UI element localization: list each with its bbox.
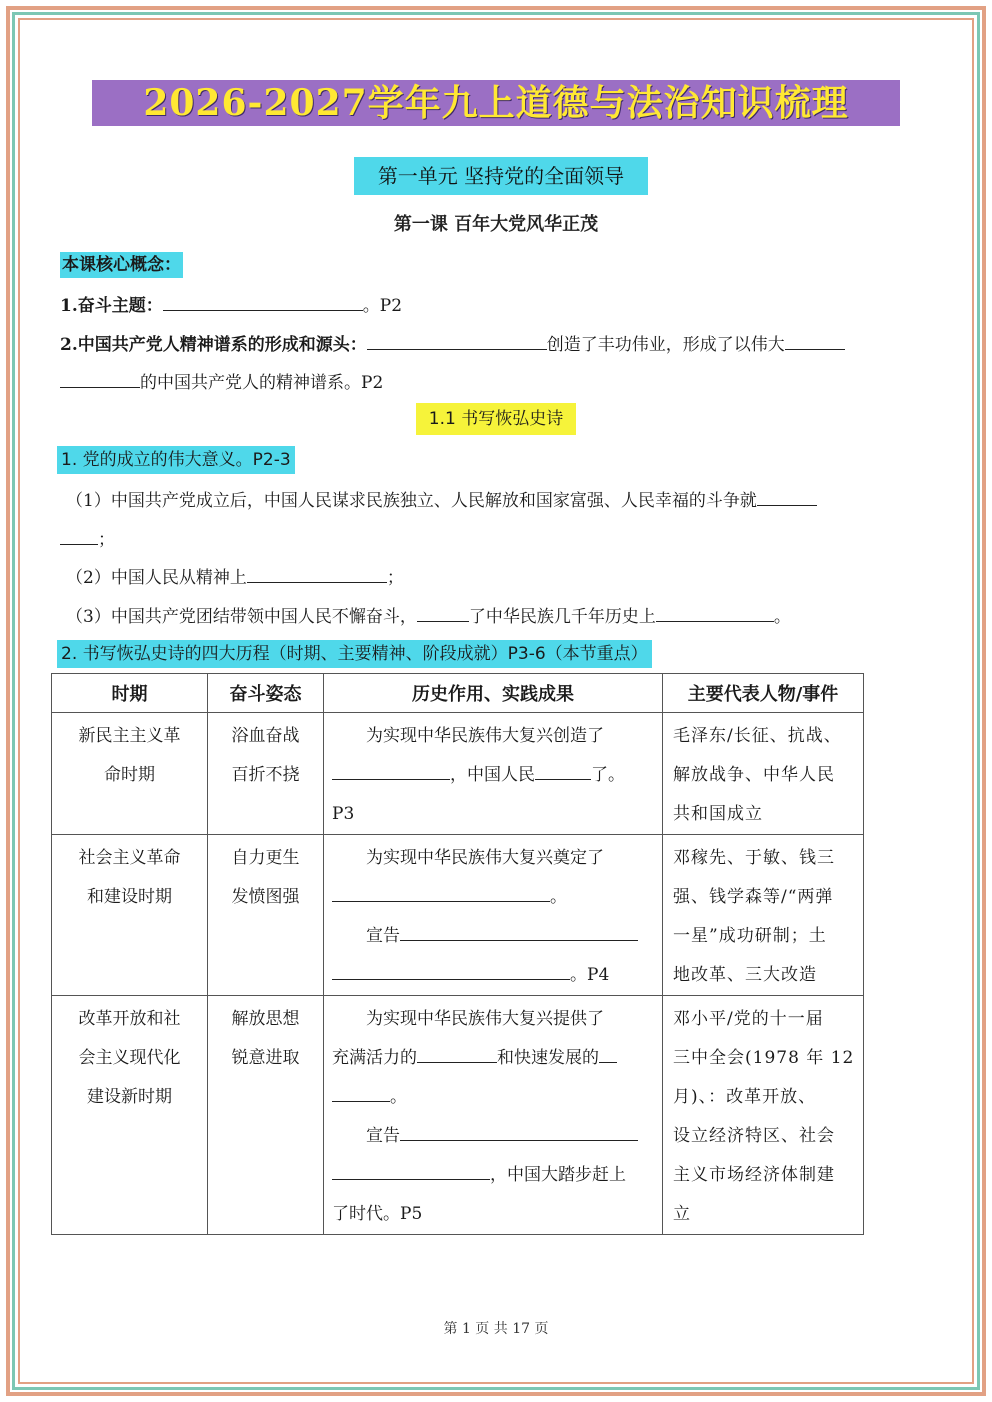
people-line: 立	[673, 1204, 691, 1224]
item2-end: 的中国共产党人的精神谱系。P2	[140, 373, 384, 393]
people-line: 主义市场经济体制建	[673, 1165, 835, 1185]
point1-heading	[57, 448, 295, 472]
period-line: 新民主主义革	[78, 726, 181, 746]
fill-blank[interactable]	[599, 1044, 617, 1063]
effect-text: 充满活力的	[332, 1048, 417, 1068]
fill-blank[interactable]	[247, 564, 387, 583]
period-line: 改革开放和社	[78, 1009, 181, 1029]
effect-text: ，中国人民	[450, 765, 535, 785]
effect-text: ，中国大踏步赶上	[490, 1165, 626, 1185]
q3-text: （3）中国共产党团结带领中国人民不懈奋斗，	[66, 607, 417, 627]
unit-title: 第一单元 坚持党的全面领导	[354, 157, 648, 195]
fill-blank[interactable]	[60, 369, 140, 388]
q1-text: （1）中国共产党成立后，中国人民谋求民族独立、人民解放和国家富强、人民幸福的斗争就	[66, 491, 757, 511]
period-cell	[52, 835, 208, 996]
effect-line	[332, 795, 654, 834]
spirit-cell	[208, 835, 324, 996]
fill-blank[interactable]	[656, 603, 774, 622]
effect-text: 。	[390, 1087, 407, 1107]
spirit-cell	[208, 996, 324, 1235]
point1-q1	[66, 487, 817, 513]
effect-line	[332, 717, 654, 756]
spirit-line: 浴血奋战	[231, 726, 300, 746]
table-row	[52, 713, 864, 835]
q2-text: （2）中国人民从精神上	[66, 568, 247, 588]
page-footer: 第 1 页 共 17 页	[443, 1321, 549, 1337]
people-line: 毛泽东/长征、抗战、	[673, 726, 842, 746]
spirit-cell	[208, 713, 324, 835]
effect-text: 。	[550, 887, 567, 907]
effect-cell	[324, 996, 663, 1235]
effect-text: 为实现中华民族伟大复兴创造了	[366, 726, 604, 746]
people-line: 地改革、三大改造	[673, 965, 817, 985]
fill-blank[interactable]	[332, 761, 450, 780]
effect-line	[332, 1156, 654, 1195]
table-row	[52, 835, 864, 996]
people-cell	[663, 996, 864, 1235]
effect-text: 宣告	[366, 1126, 400, 1146]
people-line: 邓稼先、于敏、钱三	[673, 848, 835, 868]
effect-cell	[324, 713, 663, 835]
point2-heading-text: 2. 书写恢弘史诗的四大历程（时期、主要精神、阶段成就）P3-6（本节重点）	[57, 640, 652, 668]
period-line: 和建设时期	[87, 887, 172, 907]
effect-line	[332, 1117, 654, 1156]
point2-heading	[57, 642, 652, 666]
effect-text: 为实现中华民族伟大复兴奠定了	[366, 848, 604, 868]
fill-blank[interactable]	[400, 922, 638, 941]
fill-blank[interactable]	[417, 1044, 497, 1063]
effect-line	[332, 1195, 654, 1234]
people-line: 共和国成立	[673, 804, 763, 824]
core-concepts-label: 本课核心概念：	[60, 252, 183, 278]
effect-line	[332, 956, 654, 995]
header-spirit: 奋斗姿态	[208, 674, 324, 713]
table-header-row	[52, 674, 864, 713]
core-concept-2	[60, 331, 845, 357]
fill-blank[interactable]	[332, 1161, 490, 1180]
period-line: 命时期	[104, 765, 155, 785]
q2-end: ；	[386, 568, 404, 588]
people-line: 月)、：改革开放、	[673, 1087, 817, 1107]
core-concept-1	[60, 292, 402, 318]
spirit-line: 解放思想	[231, 1009, 300, 1029]
fill-blank[interactable]	[757, 487, 817, 506]
page-title: 2026-2027学年九上道德与法治知识梳理	[143, 82, 849, 124]
effect-cell	[324, 835, 663, 996]
effect-text: 了。	[591, 765, 625, 785]
people-line: 三中全会(1978 年 12	[673, 1048, 855, 1068]
section-1-1-title: 1.1 书写恢弘史诗	[416, 403, 576, 435]
effect-line	[332, 756, 654, 795]
effect-text: 和快速发展的	[497, 1048, 599, 1068]
effect-text: P3	[332, 804, 355, 824]
fill-blank[interactable]	[417, 603, 469, 622]
point1-q2	[66, 564, 404, 590]
period-line: 会主义现代化	[78, 1048, 181, 1068]
item2-label: 2.中国共产党人精神谱系的形成和源头：	[60, 335, 367, 355]
item1-suffix: 。P2	[362, 296, 403, 316]
people-line: 设立经济特区、社会	[673, 1126, 835, 1146]
item2-mid: 创造了丰功伟业，形成了以伟大	[546, 335, 785, 355]
spirit-line: 发愤图强	[231, 887, 300, 907]
period-line: 建设新时期	[87, 1087, 172, 1107]
table-row	[52, 996, 864, 1235]
q3-mid: 了中华民族几千年历史上	[468, 607, 656, 627]
spirit-line: 自力更生	[231, 848, 300, 868]
period-cell	[52, 713, 208, 835]
period-line: 社会主义革命	[78, 848, 181, 868]
q1-end: ；	[98, 530, 115, 550]
fill-blank[interactable]	[367, 331, 547, 350]
effect-text: 为实现中华民族伟大复兴提供了	[366, 1009, 604, 1029]
q3-end: 。	[773, 607, 791, 627]
people-line: 一星”成功研制；土	[673, 926, 827, 946]
spirit-line: 百折不挠	[231, 765, 300, 785]
effect-line	[332, 1039, 654, 1078]
core-concepts-heading	[60, 253, 183, 277]
item1-label: 1.奋斗主题：	[60, 296, 163, 316]
fill-blank[interactable]	[60, 526, 98, 545]
effect-line	[332, 878, 654, 917]
effect-line	[332, 1078, 654, 1117]
people-line: 邓小平/党的十一届	[673, 1009, 824, 1029]
people-cell	[663, 835, 864, 996]
fill-blank[interactable]	[163, 292, 363, 311]
effect-text: 了时代。P5	[332, 1204, 423, 1224]
header-effect: 历史作用、实践成果	[324, 674, 663, 713]
effect-line	[332, 839, 654, 878]
spirit-line: 锐意进取	[231, 1048, 300, 1068]
effect-text: 。P4	[570, 965, 610, 985]
effect-line	[332, 1000, 654, 1039]
point1-q3	[66, 603, 791, 629]
people-line: 解放战争、中华人民	[673, 765, 835, 785]
effect-line	[332, 917, 654, 956]
fill-blank[interactable]	[785, 331, 845, 350]
lesson-title: 第一课 百年大党风华正茂	[393, 214, 599, 235]
fill-blank[interactable]	[535, 761, 591, 780]
effect-text: 宣告	[366, 926, 400, 946]
history-table	[51, 673, 864, 1235]
period-cell	[52, 996, 208, 1235]
people-line: 强、钱学森等/“两弹	[673, 887, 834, 907]
core-concept-2-cont	[60, 369, 383, 395]
point1-q1-cont	[60, 526, 115, 552]
fill-blank[interactable]	[400, 1122, 638, 1141]
header-people: 主要代表人物/事件	[663, 674, 864, 713]
point1-heading-text: 1. 党的成立的伟大意义。P2-3	[57, 446, 295, 474]
fill-blank[interactable]	[332, 961, 570, 980]
people-cell	[663, 713, 864, 835]
fill-blank[interactable]	[332, 1083, 390, 1102]
header-period: 时期	[52, 674, 208, 713]
fill-blank[interactable]	[332, 883, 550, 902]
